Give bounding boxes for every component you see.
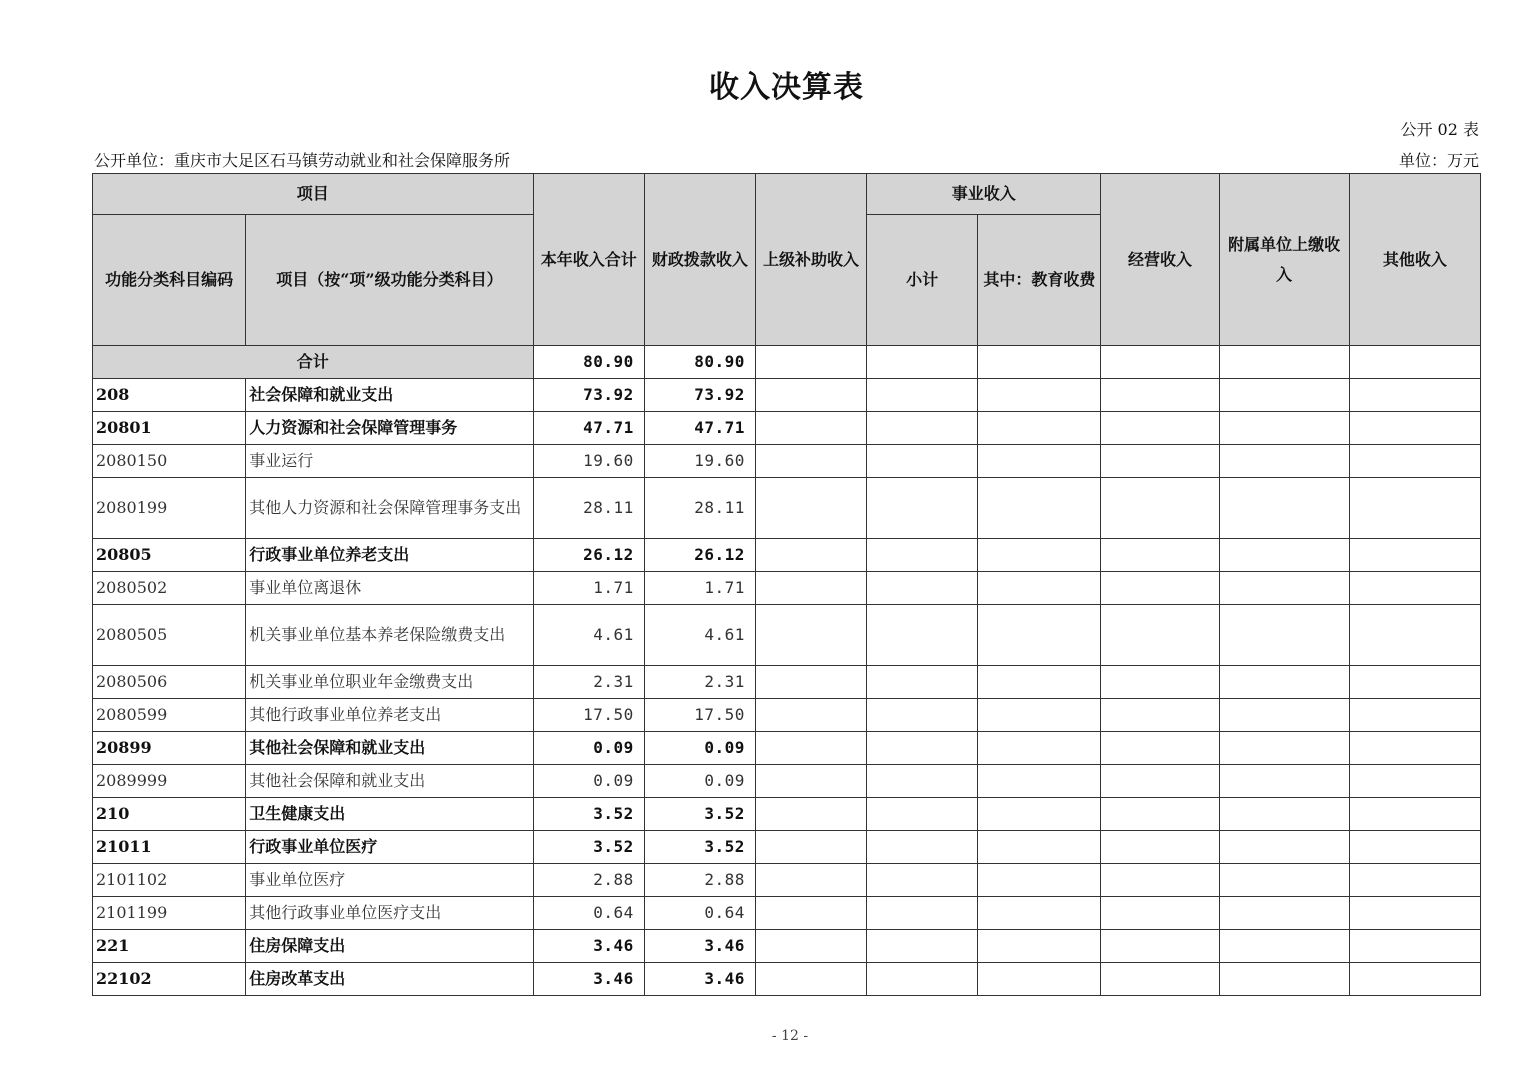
row-code: 210	[93, 798, 246, 831]
empty-cell	[1349, 732, 1480, 765]
income-table	[92, 173, 1481, 996]
row-name: 其他社会保障和就业支出	[246, 765, 533, 798]
header-other: 其他收入	[1349, 174, 1480, 346]
empty-cell	[978, 699, 1101, 732]
row-total: 19.60	[533, 445, 644, 478]
row-name: 人力资源和社会保障管理事务	[246, 412, 533, 445]
table-row	[93, 539, 1481, 572]
currency-unit: 单位：万元	[1398, 151, 1479, 170]
table-row	[93, 798, 1481, 831]
empty-cell	[1349, 605, 1480, 666]
empty-cell	[978, 605, 1101, 666]
row-fiscal: 28.11	[644, 478, 755, 539]
empty-cell	[755, 379, 866, 412]
row-code: 22102	[93, 963, 246, 996]
header-fiscal: 财政拨款收入	[644, 174, 755, 346]
empty-cell	[1349, 539, 1480, 572]
header-code: 功能分类科目编码	[93, 215, 246, 346]
total-income: 80.90	[533, 346, 644, 379]
total-row	[93, 346, 1481, 379]
page-number: - 12 -	[771, 1028, 809, 1044]
row-total: 2.31	[533, 666, 644, 699]
empty-cell	[755, 897, 866, 930]
empty-cell	[755, 666, 866, 699]
row-name: 事业单位离退休	[246, 572, 533, 605]
empty-cell	[755, 831, 866, 864]
empty-cell	[1219, 798, 1349, 831]
row-code: 2080502	[93, 572, 246, 605]
row-total: 26.12	[533, 539, 644, 572]
row-name: 事业单位医疗	[246, 864, 533, 897]
empty-cell	[867, 539, 978, 572]
empty-cell	[1219, 412, 1349, 445]
table-row	[93, 412, 1481, 445]
table-row	[93, 732, 1481, 765]
empty-cell	[1101, 765, 1219, 798]
row-total: 3.52	[533, 798, 644, 831]
empty-cell	[978, 897, 1101, 930]
empty-cell	[1219, 864, 1349, 897]
row-total: 4.61	[533, 605, 644, 666]
empty-cell	[978, 930, 1101, 963]
table-row	[93, 478, 1481, 539]
empty-cell	[978, 572, 1101, 605]
row-fiscal: 19.60	[644, 445, 755, 478]
row-code: 20805	[93, 539, 246, 572]
empty-cell	[978, 539, 1101, 572]
empty-cell	[1219, 897, 1349, 930]
header-name: 项目（按“项”级功能分类科目）	[246, 215, 533, 346]
empty-cell	[1219, 963, 1349, 996]
empty-cell	[755, 798, 866, 831]
empty-cell	[978, 478, 1101, 539]
empty-cell	[1101, 572, 1219, 605]
empty-cell	[867, 666, 978, 699]
empty-cell	[867, 445, 978, 478]
page-title: 收入决算表	[709, 70, 864, 105]
empty-cell	[1349, 831, 1480, 864]
row-fiscal: 0.09	[644, 765, 755, 798]
row-fiscal: 0.64	[644, 897, 755, 930]
row-total: 47.71	[533, 412, 644, 445]
row-name: 其他行政事业单位养老支出	[246, 699, 533, 732]
row-name: 行政事业单位养老支出	[246, 539, 533, 572]
empty-cell	[978, 831, 1101, 864]
row-name: 住房改革支出	[246, 963, 533, 996]
empty-cell	[1101, 732, 1219, 765]
empty-cell	[1349, 930, 1480, 963]
header-item-group: 项目	[93, 174, 534, 215]
reporting-unit: 公开单位：重庆市大足区石马镇劳动就业和社会保障服务所	[94, 151, 511, 170]
empty-cell	[1349, 379, 1480, 412]
row-code: 221	[93, 930, 246, 963]
table-number: 公开 02 表	[1400, 120, 1479, 139]
empty-cell	[1219, 605, 1349, 666]
table-row	[93, 963, 1481, 996]
header-operating: 经营收入	[1101, 174, 1219, 346]
row-fiscal: 2.31	[644, 666, 755, 699]
row-code: 2101199	[93, 897, 246, 930]
empty-cell	[755, 963, 866, 996]
table-row	[93, 605, 1481, 666]
row-fiscal: 2.88	[644, 864, 755, 897]
empty-cell	[1101, 539, 1219, 572]
row-total: 3.46	[533, 930, 644, 963]
empty-cell	[1219, 478, 1349, 539]
row-fiscal: 0.09	[644, 732, 755, 765]
table-row	[93, 572, 1481, 605]
empty-cell	[755, 605, 866, 666]
row-fiscal: 3.52	[644, 831, 755, 864]
row-total: 2.88	[533, 864, 644, 897]
empty-cell	[755, 930, 866, 963]
empty-cell	[755, 864, 866, 897]
table-row	[93, 666, 1481, 699]
empty-cell	[867, 699, 978, 732]
empty-cell	[978, 765, 1101, 798]
empty-cell	[1101, 864, 1219, 897]
row-fiscal: 73.92	[644, 379, 755, 412]
empty-cell	[755, 732, 866, 765]
empty-cell	[867, 864, 978, 897]
row-code: 208	[93, 379, 246, 412]
table-row	[93, 765, 1481, 798]
empty-cell	[1349, 666, 1480, 699]
empty-cell	[1101, 798, 1219, 831]
empty-cell	[1349, 478, 1480, 539]
empty-cell	[755, 699, 866, 732]
empty-cell	[867, 765, 978, 798]
row-code: 2080599	[93, 699, 246, 732]
empty-cell	[1349, 897, 1480, 930]
row-fiscal: 26.12	[644, 539, 755, 572]
row-code: 2080506	[93, 666, 246, 699]
row-code: 2089999	[93, 765, 246, 798]
table-row	[93, 699, 1481, 732]
empty-cell	[1101, 605, 1219, 666]
header-subsidy: 上级补助收入	[755, 174, 866, 346]
empty-cell	[978, 666, 1101, 699]
empty-cell	[1219, 930, 1349, 963]
empty-cell	[1219, 666, 1349, 699]
table-row	[93, 379, 1481, 412]
header-business-group: 事业收入	[867, 174, 1101, 215]
empty-cell	[1349, 412, 1480, 445]
row-fiscal: 3.46	[644, 930, 755, 963]
row-name: 事业运行	[246, 445, 533, 478]
empty-cell	[1349, 699, 1480, 732]
row-total: 73.92	[533, 379, 644, 412]
row-code: 21011	[93, 831, 246, 864]
empty-cell	[867, 412, 978, 445]
empty-cell	[867, 831, 978, 864]
row-code: 2080199	[93, 478, 246, 539]
total-label: 合计	[93, 346, 534, 379]
table-row	[93, 864, 1481, 897]
empty-cell	[1219, 572, 1349, 605]
empty-cell	[1101, 897, 1219, 930]
row-code: 20899	[93, 732, 246, 765]
row-fiscal: 3.46	[644, 963, 755, 996]
row-total: 28.11	[533, 478, 644, 539]
row-code: 2080505	[93, 605, 246, 666]
empty-cell	[1101, 963, 1219, 996]
empty-cell	[867, 572, 978, 605]
header-edu: 其中：教育收费	[978, 215, 1101, 346]
empty-cell	[755, 572, 866, 605]
empty-cell	[1101, 831, 1219, 864]
empty-cell	[755, 412, 866, 445]
empty-cell	[867, 897, 978, 930]
empty-cell	[1101, 379, 1219, 412]
empty-cell	[1101, 666, 1219, 699]
empty-cell	[1101, 478, 1219, 539]
row-fiscal: 47.71	[644, 412, 755, 445]
empty-cell	[1219, 732, 1349, 765]
empty-cell	[1349, 864, 1480, 897]
empty-cell	[867, 798, 978, 831]
empty-cell	[978, 732, 1101, 765]
empty-cell	[867, 478, 978, 539]
row-total: 3.46	[533, 963, 644, 996]
row-fiscal: 1.71	[644, 572, 755, 605]
row-name: 机关事业单位职业年金缴费支出	[246, 666, 533, 699]
empty-cell	[1219, 699, 1349, 732]
header-affiliate: 附属单位上缴收入	[1219, 174, 1349, 346]
empty-cell	[867, 930, 978, 963]
row-name: 其他社会保障和就业支出	[246, 732, 533, 765]
row-total: 0.09	[533, 732, 644, 765]
empty-cell	[978, 445, 1101, 478]
empty-cell	[1219, 379, 1349, 412]
empty-cell	[1101, 930, 1219, 963]
empty-cell	[867, 379, 978, 412]
table-row	[93, 831, 1481, 864]
header-subtotal: 小计	[867, 215, 978, 346]
row-name: 机关事业单位基本养老保险缴费支出	[246, 605, 533, 666]
empty-cell	[1349, 765, 1480, 798]
empty-cell	[1349, 572, 1480, 605]
table-row	[93, 930, 1481, 963]
empty-cell	[1101, 412, 1219, 445]
empty-cell	[1219, 831, 1349, 864]
row-total: 3.52	[533, 831, 644, 864]
row-fiscal: 3.52	[644, 798, 755, 831]
row-total: 0.64	[533, 897, 644, 930]
row-name: 社会保障和就业支出	[246, 379, 533, 412]
empty-cell	[867, 732, 978, 765]
empty-cell	[978, 864, 1101, 897]
row-code: 20801	[93, 412, 246, 445]
empty-cell	[978, 379, 1101, 412]
empty-cell	[755, 539, 866, 572]
row-total: 0.09	[533, 765, 644, 798]
empty-cell	[978, 412, 1101, 445]
empty-cell	[1349, 963, 1480, 996]
row-fiscal: 17.50	[644, 699, 755, 732]
empty-cell	[755, 765, 866, 798]
empty-cell	[755, 478, 866, 539]
empty-cell	[1349, 445, 1480, 478]
empty-cell	[1219, 539, 1349, 572]
row-name: 行政事业单位医疗	[246, 831, 533, 864]
empty-cell	[1349, 798, 1480, 831]
empty-cell	[978, 963, 1101, 996]
row-name: 卫生健康支出	[246, 798, 533, 831]
row-fiscal: 4.61	[644, 605, 755, 666]
empty-cell	[867, 963, 978, 996]
header-total: 本年收入合计	[533, 174, 644, 346]
empty-cell	[867, 605, 978, 666]
empty-cell	[1101, 445, 1219, 478]
row-code: 2101102	[93, 864, 246, 897]
row-code: 2080150	[93, 445, 246, 478]
row-name: 住房保障支出	[246, 930, 533, 963]
row-total: 1.71	[533, 572, 644, 605]
total-fiscal: 80.90	[644, 346, 755, 379]
row-total: 17.50	[533, 699, 644, 732]
empty-cell	[755, 445, 866, 478]
table-row	[93, 897, 1481, 930]
empty-cell	[978, 798, 1101, 831]
row-name: 其他行政事业单位医疗支出	[246, 897, 533, 930]
empty-cell	[1101, 699, 1219, 732]
table-row	[93, 445, 1481, 478]
row-name: 其他人力资源和社会保障管理事务支出	[246, 478, 533, 539]
empty-cell	[1219, 445, 1349, 478]
empty-cell	[1219, 765, 1349, 798]
